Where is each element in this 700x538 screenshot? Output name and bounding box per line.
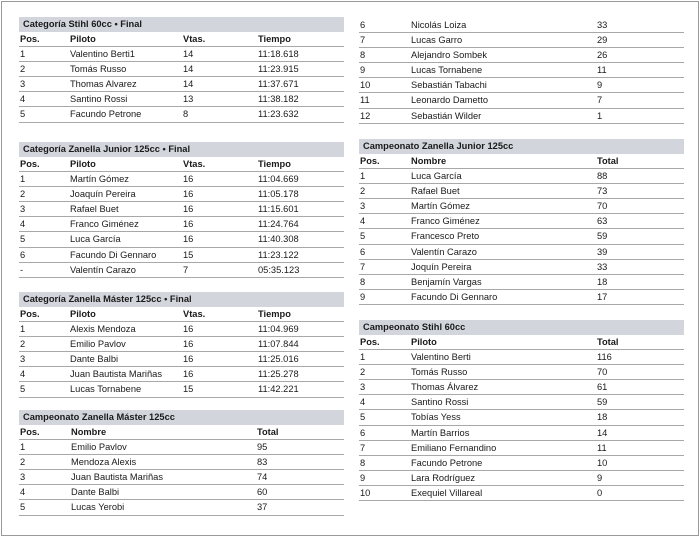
cell-total: 1 [597, 110, 603, 121]
cell-laps: 13 [183, 94, 194, 105]
cell-position: 5 [360, 231, 366, 242]
table-row [359, 456, 684, 471]
cell-name: Thomas Álvarez [411, 382, 479, 393]
table-header-row [19, 307, 344, 322]
column-header-name: Piloto [411, 337, 437, 347]
cell-driver: Dante Balbi [70, 354, 119, 365]
column-header-position: Pos. [20, 309, 40, 319]
table-row [359, 184, 684, 199]
cell-time: 11:38.182 [258, 94, 299, 105]
cell-total: 11 [597, 442, 607, 453]
cell-name: Lucas Garro [411, 35, 463, 46]
cell-position: 6 [360, 246, 366, 257]
column-header-laps: Vtas. [183, 309, 206, 319]
cell-position: 10 [360, 487, 371, 498]
cell-total: 26 [597, 50, 608, 61]
cell-laps: 7 [183, 264, 189, 275]
cell-time: 11:24.764 [258, 219, 299, 230]
cell-position: 12 [360, 110, 371, 121]
cell-laps: 15 [183, 384, 194, 395]
column-header-total: Total [597, 156, 619, 166]
column-header-position: Pos. [360, 337, 380, 347]
table-row [19, 248, 344, 263]
column-header-laps: Vtas. [183, 159, 206, 169]
cell-total: 88 [597, 171, 608, 182]
table-row [19, 382, 344, 397]
cell-time: 11:18.618 [258, 49, 299, 60]
table-header-row [19, 32, 344, 47]
cell-total: 74 [257, 472, 268, 483]
table-row [359, 109, 684, 124]
cell-name: Valentino Berti [411, 352, 471, 363]
cell-position: 1 [360, 352, 366, 363]
stihl-championship-title: Campeonato Stihl 60cc [359, 320, 684, 335]
cell-position: 1 [20, 49, 26, 60]
results-page [1, 1, 699, 536]
cell-laps: 15 [183, 249, 194, 260]
table-row [19, 440, 344, 455]
table-header-row [19, 157, 344, 172]
cell-name: Exequiel Villareal [411, 487, 483, 498]
cell-laps: 8 [183, 109, 189, 120]
cell-total: 29 [597, 35, 608, 46]
cell-time: 11:40.308 [258, 234, 299, 245]
cell-driver: Santino Rossi [70, 94, 128, 105]
cell-laps: 16 [183, 324, 194, 335]
cell-time: 11:42.221 [258, 384, 299, 395]
table-row [359, 93, 684, 108]
cell-time: 11:23.915 [258, 64, 299, 75]
cell-total: 116 [597, 352, 612, 363]
cell-total: 17 [597, 291, 608, 302]
cell-total: 33 [597, 261, 608, 272]
cell-time: 11:04.669 [258, 174, 299, 185]
table-row [359, 63, 684, 78]
table-row [19, 92, 344, 107]
cell-driver: Lucas Tornabene [70, 384, 142, 395]
table-row [359, 350, 684, 365]
cell-position: 9 [360, 472, 366, 483]
table-row [19, 485, 344, 500]
cell-total: 18 [597, 412, 608, 423]
table-row [359, 486, 684, 501]
table-row [359, 245, 684, 260]
cell-name: Alejandro Sombek [411, 50, 487, 61]
cell-name: Joquín Pereira [411, 261, 472, 272]
cell-time: 11:25.016 [258, 354, 299, 365]
column-header-total: Total [597, 337, 619, 347]
table-row [19, 77, 344, 92]
table-row [359, 18, 684, 33]
table-row [359, 290, 684, 305]
stihl-final-table [19, 17, 344, 123]
table-row [359, 380, 684, 395]
cell-position: 1 [20, 442, 26, 453]
cell-driver: Valentino Berti1 [70, 49, 135, 60]
cell-name: Martín Gómez [411, 201, 470, 212]
table-row [359, 395, 684, 410]
cell-time: 11:23.632 [258, 109, 299, 120]
cell-position: 4 [360, 397, 366, 408]
cell-name: Sebastián Tabachi [411, 80, 487, 91]
junior-championship-table [359, 139, 684, 305]
table-row [359, 169, 684, 184]
table-row [19, 47, 344, 62]
stihl-championship-table [359, 320, 684, 501]
cell-time: 11:25.278 [258, 369, 299, 380]
column-header-time: Tiempo [258, 309, 291, 319]
cell-name: Leonardo Dametto [411, 95, 489, 106]
cell-name: Lucas Yerobi [71, 502, 125, 513]
cell-name: Rafael Buet [411, 186, 460, 197]
cell-position: 7 [360, 261, 366, 272]
table-row [19, 217, 344, 232]
cell-laps: 14 [183, 49, 194, 60]
cell-name: Lucas Tornabene [411, 65, 483, 76]
table-row [359, 214, 684, 229]
cell-driver: Thomas Alvarez [70, 79, 137, 90]
cell-laps: 16 [183, 174, 194, 185]
cell-driver: Joaquín Pereira [70, 189, 136, 200]
cell-time: 05:35.123 [258, 264, 300, 275]
table-header-row [359, 154, 684, 169]
table-row [19, 322, 344, 337]
cell-laps: 16 [183, 339, 194, 350]
cell-total: 18 [597, 276, 608, 287]
cell-position: 2 [20, 189, 26, 200]
column-header-total: Total [257, 427, 279, 437]
cell-name: Sebastián Wilder [411, 110, 482, 121]
cell-position: 4 [20, 94, 26, 105]
cell-driver: Luca García [70, 234, 121, 245]
cell-name: Lara Rodríguez [411, 472, 476, 483]
column-header-name: Nombre [71, 427, 107, 437]
table-row [359, 78, 684, 93]
cell-driver: Emilio Pavlov [70, 339, 126, 350]
cell-time: 11:23.122 [258, 249, 299, 260]
cell-position: 5 [20, 234, 26, 245]
cell-laps: 16 [183, 354, 194, 365]
cell-time: 11:05.178 [258, 189, 299, 200]
cell-position: 5 [20, 384, 26, 395]
junior-championship-title: Campeonato Zanella Junior 125cc [359, 139, 684, 154]
cell-total: 11 [597, 65, 607, 76]
cell-position: 5 [20, 109, 26, 120]
cell-time: 11:04.969 [258, 324, 299, 335]
master-championship-continued-table [359, 18, 684, 124]
column-header-laps: Vtas. [183, 34, 206, 44]
table-row [359, 441, 684, 456]
cell-total: 61 [597, 382, 608, 393]
cell-time: 11:15.601 [258, 204, 299, 215]
column-header-name: Nombre [411, 156, 447, 166]
cell-name: Juan Bautista Mariñas [71, 472, 163, 483]
cell-total: 33 [597, 20, 608, 30]
cell-laps: 16 [183, 189, 194, 200]
table-row [359, 229, 684, 244]
table-row [19, 455, 344, 470]
cell-total: 83 [257, 457, 268, 468]
cell-laps: 16 [183, 219, 194, 230]
table-row [359, 199, 684, 214]
cell-name: Facundo Di Gennaro [411, 291, 498, 302]
cell-driver: Facundo Di Gennaro [70, 249, 157, 260]
table-row [19, 352, 344, 367]
cell-driver: Martín Gómez [70, 174, 129, 185]
cell-position: 2 [20, 64, 26, 75]
table-row [19, 263, 344, 278]
cell-total: 0 [597, 487, 603, 498]
master-final-title: Categoría Zanella Máster 125cc • Final [19, 292, 344, 307]
table-row [19, 500, 344, 515]
cell-position: 4 [20, 369, 26, 380]
master-championship-title: Campeonato Zanella Máster 125cc [19, 410, 344, 425]
cell-position: 7 [360, 442, 366, 453]
cell-driver: Tomás Russo [70, 64, 127, 75]
cell-laps: 16 [183, 204, 194, 215]
cell-position: 3 [20, 354, 26, 365]
junior-final-table [19, 142, 344, 278]
cell-position: 3 [360, 382, 366, 393]
cell-total: 70 [597, 201, 608, 212]
table-row [19, 172, 344, 187]
column-header-position: Pos. [360, 156, 380, 166]
cell-total: 14 [597, 427, 608, 438]
table-row [359, 33, 684, 48]
column-header-position: Pos. [20, 159, 40, 169]
cell-position: 6 [20, 249, 26, 260]
table-row [19, 232, 344, 247]
master-final-table [19, 292, 344, 398]
cell-total: 73 [597, 186, 608, 197]
cell-name: Tobías Yess [411, 412, 461, 423]
cell-name: Martín Barrios [411, 427, 470, 438]
cell-name: Franco Giménez [411, 216, 480, 227]
cell-position: 3 [20, 204, 26, 215]
cell-position: 8 [360, 276, 366, 287]
cell-position: 4 [20, 219, 26, 230]
cell-laps: 16 [183, 369, 194, 380]
table-row [19, 367, 344, 382]
cell-driver: Franco Giménez [70, 219, 139, 230]
cell-position: 2 [20, 339, 26, 350]
table-row [359, 275, 684, 290]
cell-laps: 16 [183, 234, 194, 245]
cell-name: Mendoza Alexis [71, 457, 137, 468]
table-row [359, 426, 684, 441]
cell-position: 3 [20, 472, 26, 483]
column-header-driver: Piloto [70, 34, 96, 44]
cell-position: 8 [360, 457, 366, 468]
cell-position: 6 [360, 20, 366, 30]
cell-name: Emiliano Fernandino [411, 442, 497, 453]
cell-position: 5 [20, 502, 26, 513]
cell-time: 11:07.844 [258, 339, 299, 350]
cell-position: - [20, 264, 24, 275]
table-row [359, 365, 684, 380]
cell-position: 8 [360, 50, 366, 61]
cell-position: 7 [360, 35, 366, 46]
table-row [19, 62, 344, 77]
cell-total: 59 [597, 231, 608, 242]
cell-driver: Alexis Mendoza [70, 324, 136, 335]
table-row [359, 260, 684, 275]
column-header-time: Tiempo [258, 159, 291, 169]
cell-name: Francesco Preto [411, 231, 480, 242]
cell-position: 3 [20, 79, 26, 90]
cell-total: 60 [257, 487, 268, 498]
cell-position: 1 [20, 324, 26, 335]
cell-position: 1 [20, 174, 26, 185]
cell-time: 11:37.671 [258, 79, 299, 90]
cell-name: Valentín Carazo [411, 246, 477, 257]
cell-driver: Rafael Buet [70, 204, 119, 215]
cell-total: 63 [597, 216, 608, 227]
cell-total: 37 [257, 502, 268, 513]
cell-position: 9 [360, 65, 366, 76]
master-championship-table [19, 410, 344, 516]
cell-name: Luca García [411, 171, 462, 182]
column-header-position: Pos. [20, 34, 40, 44]
cell-name: Tomás Russo [411, 367, 468, 378]
cell-total: 7 [597, 95, 603, 106]
cell-position: 5 [360, 412, 366, 423]
stihl-final-title: Categoría Stihl 60cc • Final [19, 17, 344, 32]
cell-name: Facundo Petrone [411, 457, 483, 468]
cell-name: Benjamín Vargas [411, 276, 482, 287]
cell-total: 9 [597, 472, 603, 483]
cell-total: 39 [597, 246, 608, 257]
cell-name: Nicolás Loiza [411, 20, 467, 30]
table-row [19, 337, 344, 352]
column-header-driver: Piloto [70, 309, 96, 319]
cell-name: Santino Rossi [411, 397, 469, 408]
cell-name: Emilio Pavlov [71, 442, 127, 453]
table-row [359, 471, 684, 486]
column-header-time: Tiempo [258, 34, 291, 44]
cell-driver: Juan Bautista Mariñas [70, 369, 162, 380]
cell-total: 59 [597, 397, 608, 408]
cell-total: 9 [597, 80, 603, 91]
table-row [359, 410, 684, 425]
cell-total: 10 [597, 457, 608, 468]
column-header-driver: Piloto [70, 159, 96, 169]
table-row [359, 48, 684, 63]
junior-final-title: Categoría Zanella Junior 125cc • Final [19, 142, 344, 157]
cell-position: 2 [360, 186, 366, 197]
cell-position: 4 [360, 216, 366, 227]
cell-laps: 14 [183, 79, 194, 90]
table-row [19, 107, 344, 122]
table-row [19, 202, 344, 217]
cell-position: 11 [360, 95, 370, 106]
cell-position: 1 [360, 171, 366, 182]
cell-position: 6 [360, 427, 366, 438]
cell-position: 9 [360, 291, 366, 302]
cell-name: Dante Balbi [71, 487, 120, 498]
cell-driver: Facundo Petrone [70, 109, 142, 120]
cell-position: 2 [20, 457, 26, 468]
cell-total: 95 [257, 442, 268, 453]
column-header-position: Pos. [20, 427, 40, 437]
cell-position: 4 [20, 487, 26, 498]
cell-position: 10 [360, 80, 371, 91]
table-header-row [359, 335, 684, 350]
cell-position: 2 [360, 367, 366, 378]
cell-total: 70 [597, 367, 608, 378]
cell-driver: Valentín Carazo [70, 264, 136, 275]
table-row [19, 187, 344, 202]
table-header-row [19, 425, 344, 440]
table-row [19, 470, 344, 485]
cell-position: 3 [360, 201, 366, 212]
cell-laps: 14 [183, 64, 194, 75]
